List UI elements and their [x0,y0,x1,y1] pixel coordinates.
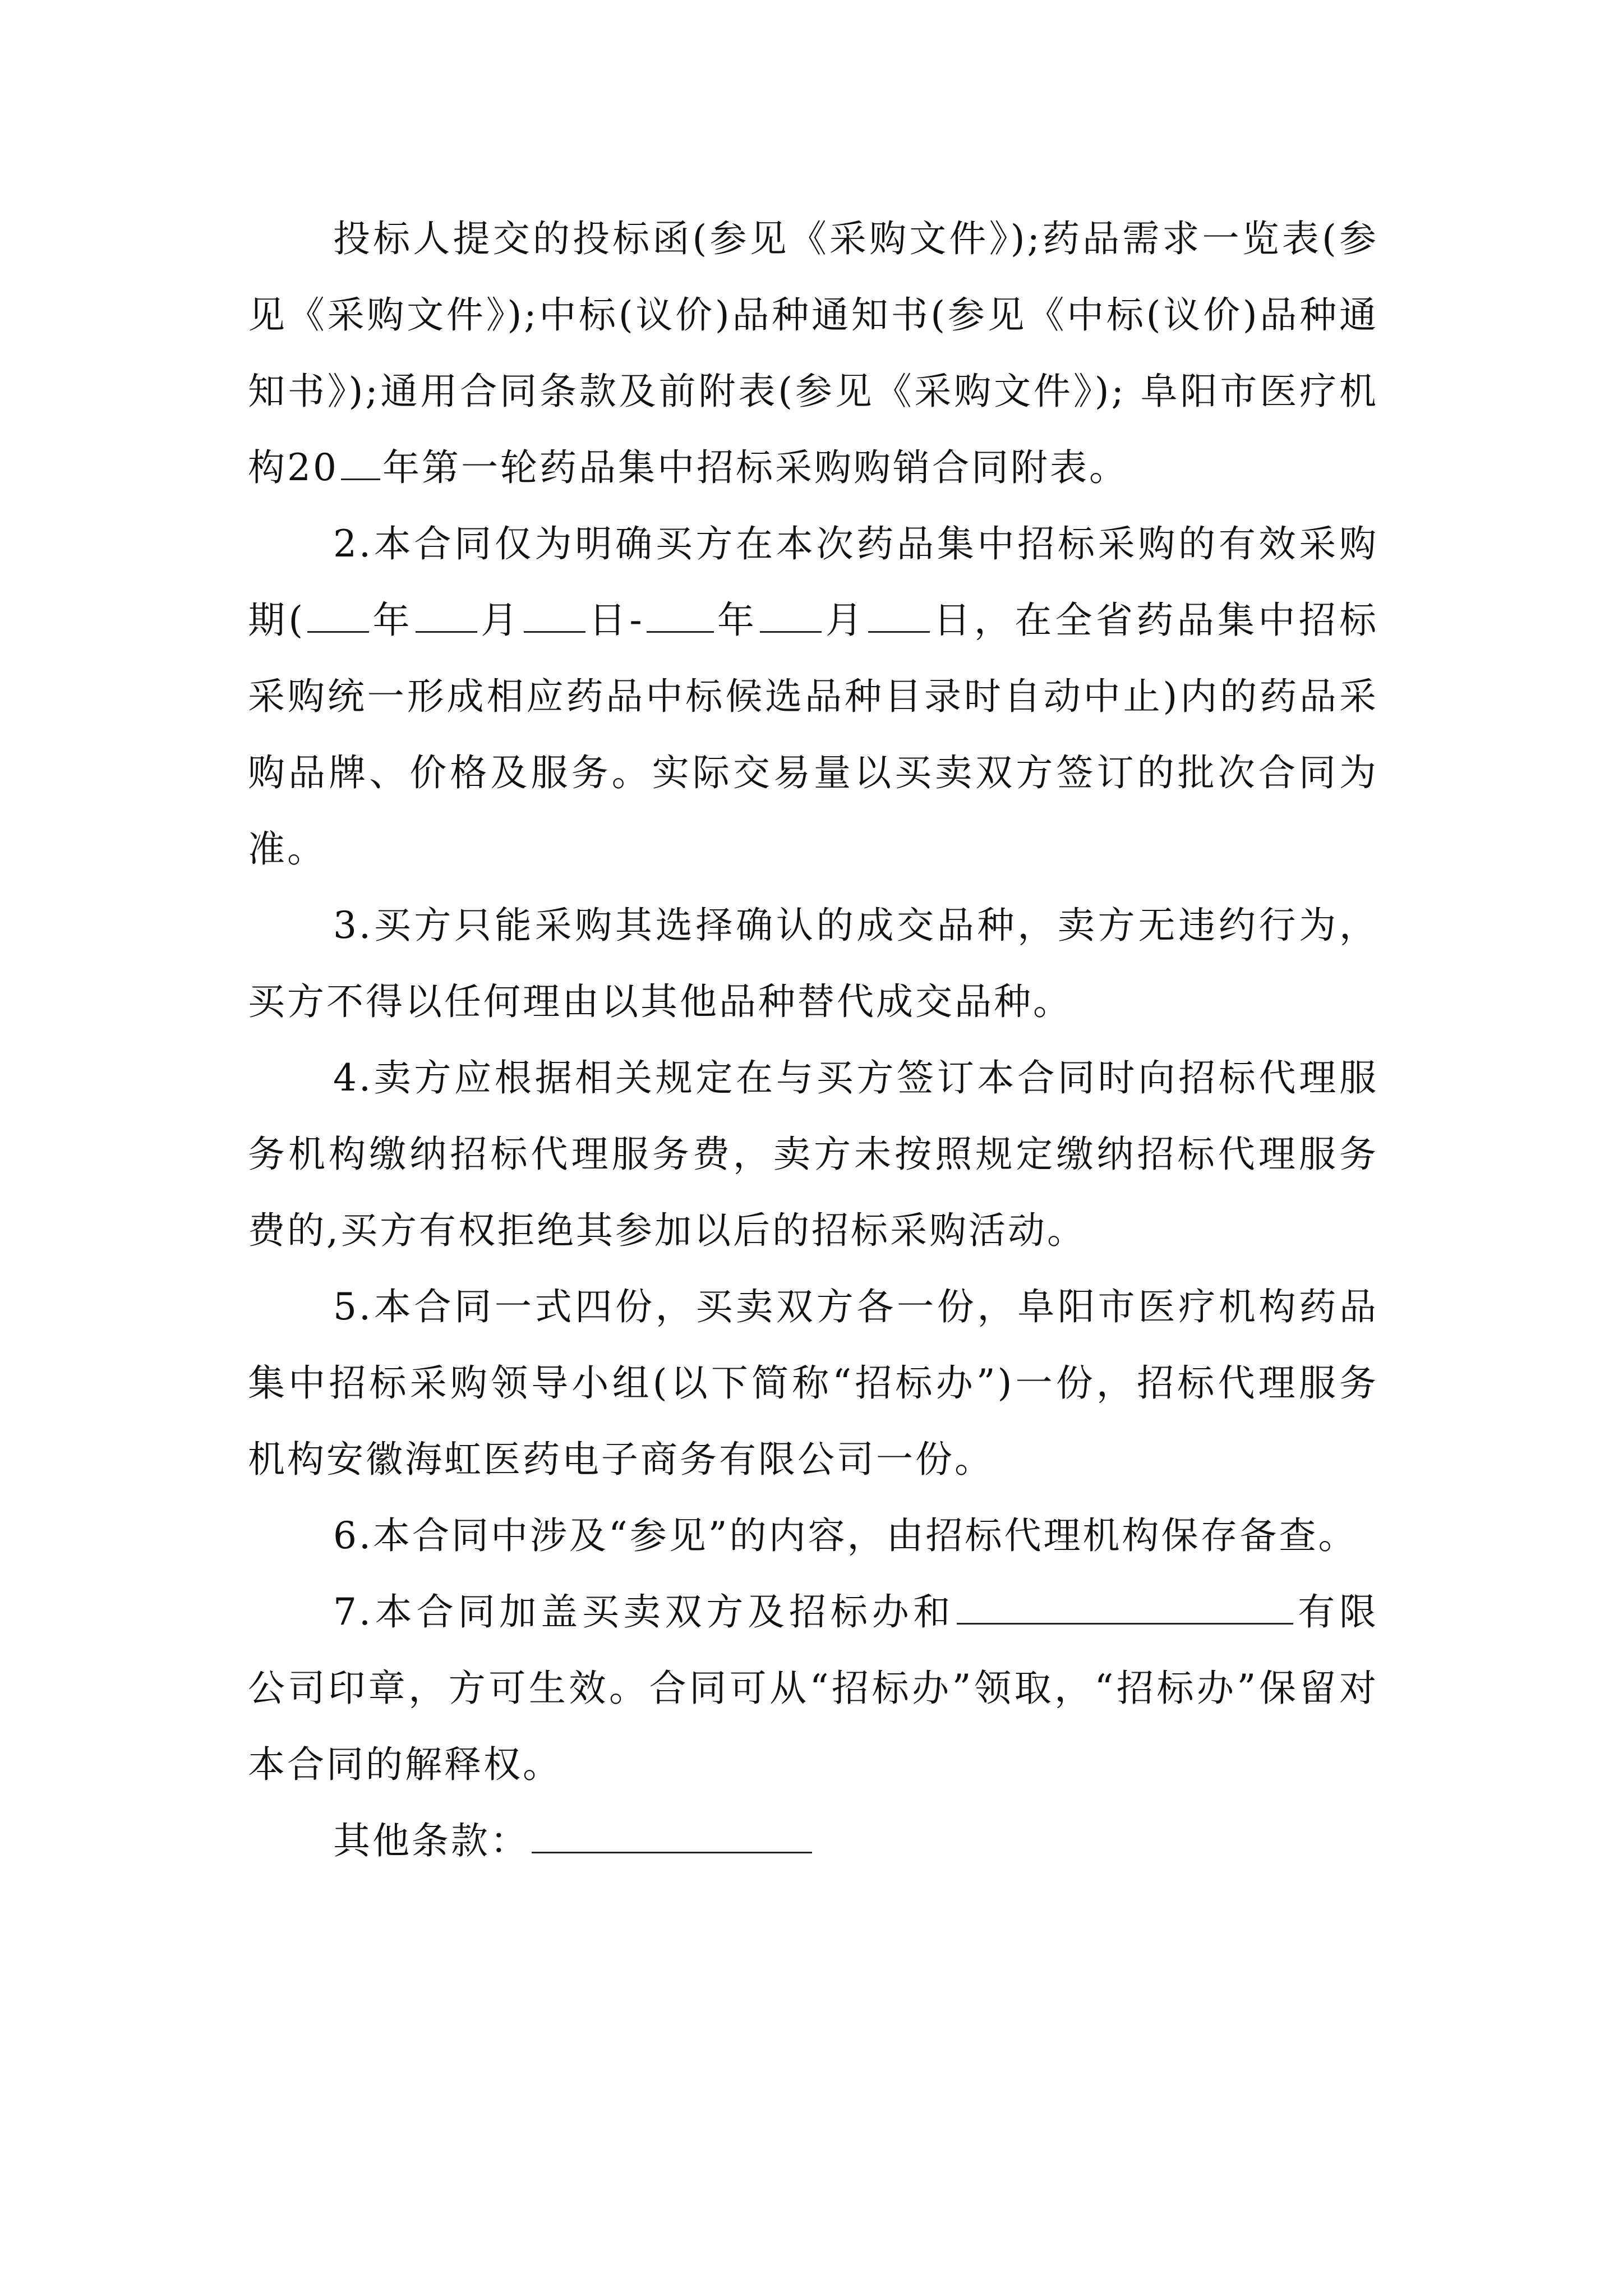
paragraph-contract-documents [248,201,1378,506]
end-year-label: 年 [716,599,758,642]
paragraph-clause-5: 5.本合同一式四份，买卖双方各一份，阜阳市医疗机构药品集中招标采购领导小组(以下简称“招标办”)一份，招标代理服务机构安徽海虹医药电子商务有限公司一份。 [248,1285,1378,1481]
paragraph-clause-3: 3.买方只能采购其选择确认的成交品种，卖方无违约行为，买方不得以任何理由以其他品种替代成交品种。 [248,904,1378,1023]
start-day-label: 日- [587,599,644,642]
paragraph-clause-6: 6.本合同中涉及“参见”的内容，由招标代理机构保存备查。 [333,1514,1358,1557]
start-month-label: 月 [479,599,522,642]
contract-body [248,201,1378,1879]
company-name-blank [957,1588,1293,1625]
clause-7-text-start: 7.本合同加盖买卖双方及招标办和 [333,1590,955,1634]
contract-documents-text: 投标人提交的投标函(参见《采购文件》);药品需求一览表(参见《采购文件》);中标(议价)品种通知书(参见《中标(议价)品种通知书》);通用合同条款及前附表(参见《采购文件》); 阜阳市医疗机构20 [248,217,1378,489]
end-month-blank [760,596,822,633]
year-blank [341,444,380,480]
end-day-blank [868,596,930,633]
end-day-label: 日 [932,599,974,642]
start-day-blank [524,596,585,633]
start-year-blank [307,596,369,633]
other-terms-label: 其他条款： [333,1819,529,1862]
paragraph-clause-4: 4.卖方应根据相关规定在与买方签订本合同时向招标代理服务机构缴纳招标代理服务费，卖方未按照规定缴纳招标代理服务费的,买方有权拒绝其参加以后的招标采购活动。 [248,1056,1378,1252]
end-year-blank [647,596,714,633]
paragraph-clause-2 [248,506,1378,887]
clause-7-text-end: 有限公司印章，方可生效。合同可从“招标办”领取，“招标办”保留对本合同的解释权。 [248,1590,1378,1786]
contract-documents-text-end: 年第一轮药品集中招标采购购销合同附表。 [382,446,1128,489]
start-month-blank [416,596,477,633]
paragraph-clause-7 [248,1574,1378,1803]
start-year-label: 年 [371,599,413,642]
other-terms-blank [532,1817,812,1853]
clause-2-text-start: 2.本合同仅为明确买方在本次药品集中招标采购的有效采购期( [248,522,1378,642]
end-month-label: 月 [824,599,866,642]
paragraph-other-terms [248,1803,1378,1879]
clause-2-text-end: ，在全省药品集中招标采购统一形成相应药品中标候选品种目录时自动中止)内的药品采购品牌、价格及服务。实际交易量以买卖双方签订的批次合同为准。 [248,599,1379,871]
